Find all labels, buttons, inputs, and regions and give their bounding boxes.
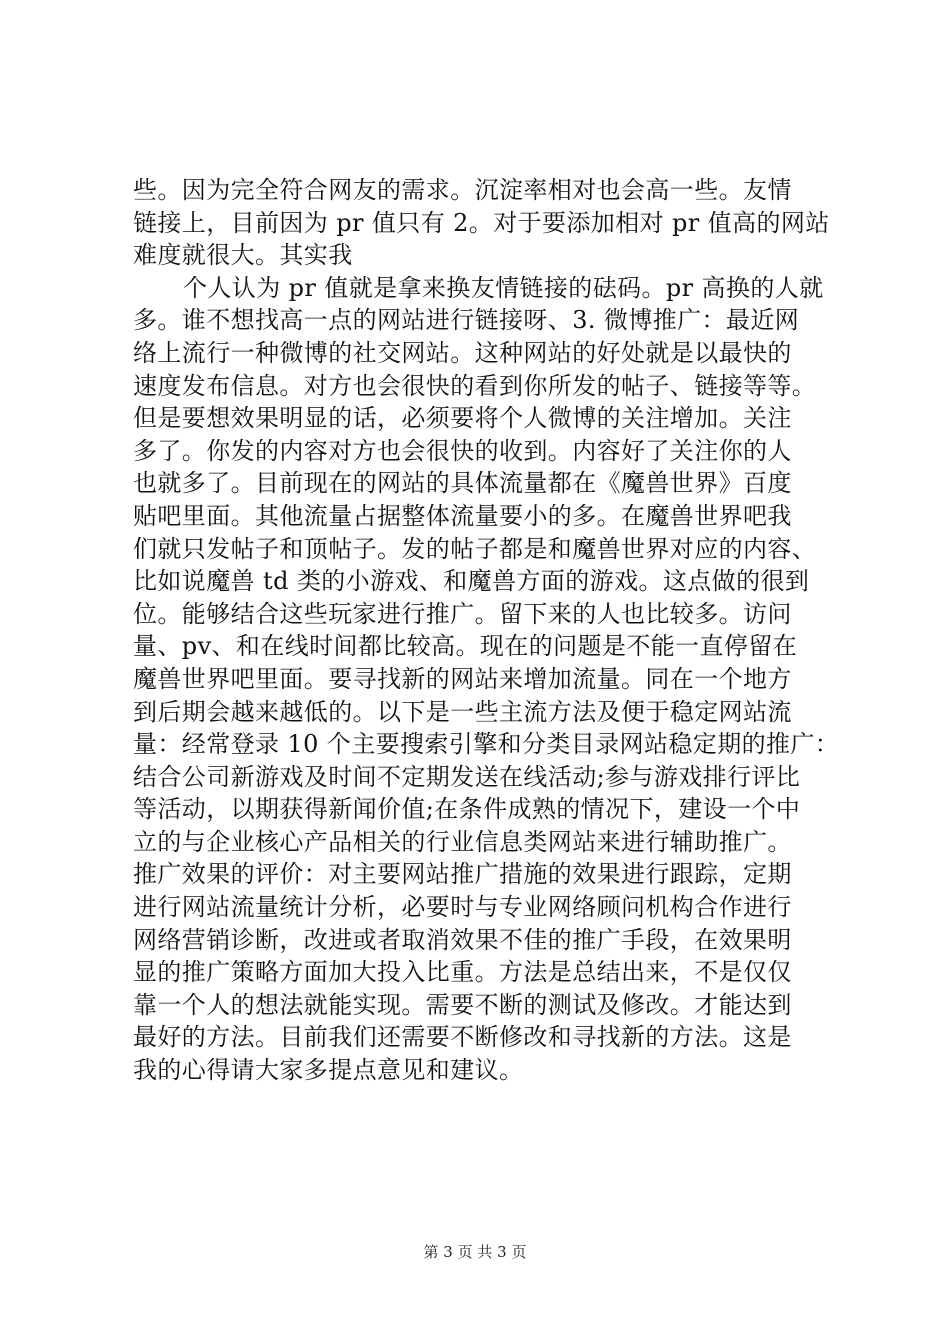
text-line: 难度就很大。其实我 [133, 241, 353, 270]
text-line: 比如说魔兽 td 类的小游戏、和魔兽方面的游戏。这点做的很到 [133, 567, 810, 596]
text-line: 但是要想效果明显的话，必须要将个人微博的关注增加。关注 [133, 404, 792, 433]
text-line: 多。谁不想找高一点的网站进行链接呀、3. 微博推广：最近网 [133, 306, 800, 335]
text-line: 们就只发帖子和顶帖子。发的帖子都是和魔兽世界对应的内容、 [133, 534, 817, 563]
text-line: 立的与企业核心产品相关的行业信息类网站来进行辅助推广。 [133, 827, 792, 856]
text-line: 也就多了。目前现在的网站的具体流量都在《魔兽世界》百度 [133, 469, 792, 498]
text-line: 显的推广策略方面加大投入比重。方法是总结出来，不是仅仅 [133, 958, 792, 987]
text-line: 速度发布信息。对方也会很快的看到你所发的帖子、链接等等。 [133, 371, 817, 400]
text-line: 推广效果的评价：对主要网站推广措施的效果进行跟踪，定期 [133, 860, 792, 889]
text-line: 量：经常登录 10 个主要搜索引擎和分类目录网站稳定期的推广： [133, 730, 840, 759]
text-line: 靠一个人的想法就能实现。需要不断的测试及修改。才能达到 [133, 990, 792, 1019]
text-line: 网络营销诊断，改进或者取消效果不佳的推广手段，在效果明 [133, 925, 792, 954]
text-line: 等活动，以期获得新闻价值;在条件成熟的情况下，建设一个中 [133, 795, 801, 824]
text-line: 量、pv、和在线时间都比较高。现在的问题是不能一直停留在 [133, 632, 798, 661]
text-line: 魔兽世界吧里面。要寻找新的网站来增加流量。同在一个地方 [133, 664, 792, 693]
text-line: 到后期会越来越低的。以下是一些主流方法及便于稳定网站流 [133, 697, 792, 726]
text-line: 多了。你发的内容对方也会很快的收到。内容好了关注你的人 [133, 436, 792, 465]
body-text [133, 174, 840, 1087]
text-line: 位。能够结合这些玩家进行推广。留下来的人也比较多。访问 [133, 599, 792, 628]
text-line: 我的心得请大家多提点意见和建议。 [133, 1056, 524, 1085]
text-line: 贴吧里面。其他流量占据整体流量要小的多。在魔兽世界吧我 [133, 501, 792, 530]
text-line: 链接上，目前因为 pr 值只有 2。对于要添加相对 pr 值高的网站 [133, 208, 830, 237]
text-line: 最好的方法。目前我们还需要不断修改和寻找新的方法。这是 [133, 1023, 792, 1052]
paragraph-start-line: 个人认为 pr 值就是拿来换友情链接的砝码。pr 高换的人就 [183, 273, 824, 302]
text-line: 结合公司新游戏及时间不定期发送在线活动;参与游戏排行评比 [133, 762, 801, 791]
text-line: 些。因为完全符合网友的需求。沉淀率相对也会高一些。友情 [133, 176, 792, 204]
page-footer [0, 1241, 950, 1262]
text-line: 络上流行一种微博的社交网站。这种网站的好处就是以最快的 [133, 338, 792, 367]
page-number-label: 第 3 页 共 3 页 [423, 1243, 527, 1261]
text-line: 进行网站流量统计分析，必要时与专业网络顾问机构合作进行 [133, 893, 792, 922]
